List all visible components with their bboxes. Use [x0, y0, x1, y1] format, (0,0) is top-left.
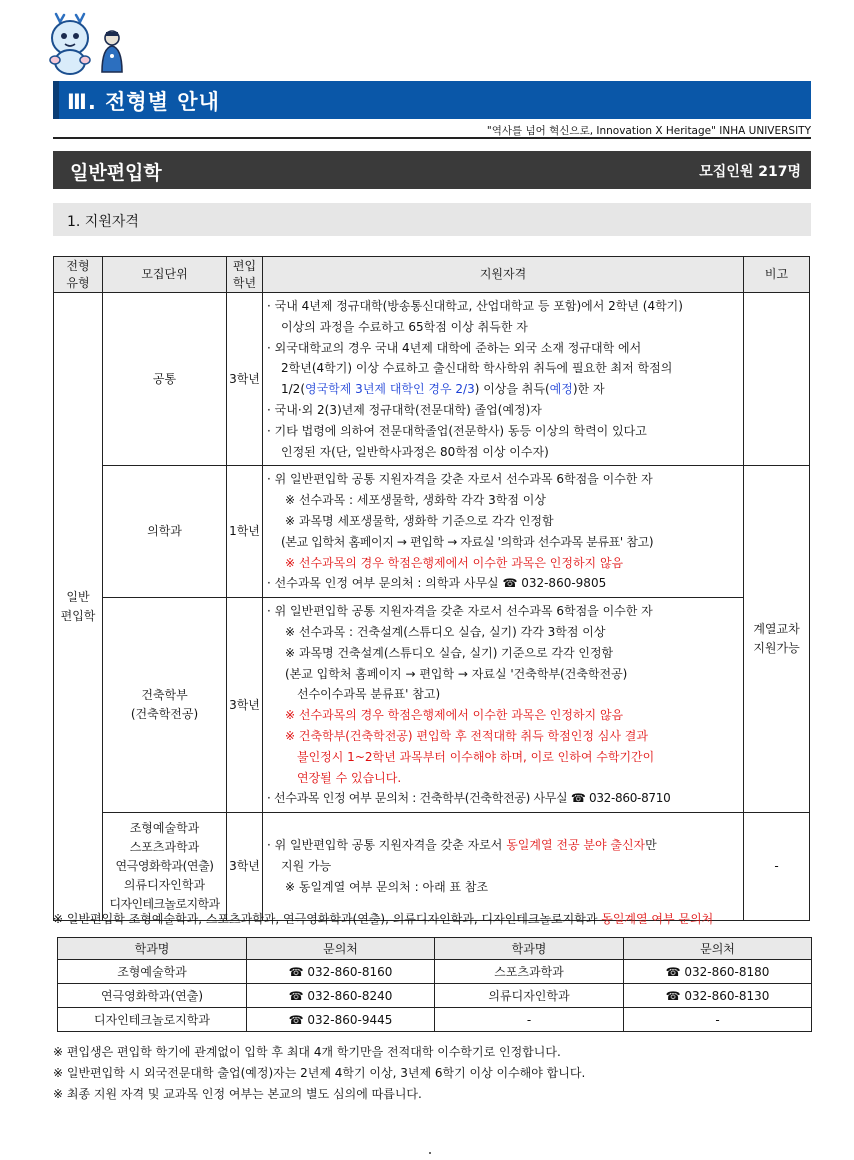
unit-cell: [103, 598, 227, 813]
remark-cell: [744, 466, 810, 813]
phone-cell: -: [624, 1008, 812, 1032]
list-item: 2학년(4학기) 이상 수료하고 출신대학 학사학위 취득에 필요한 최저 학점의: [281, 361, 673, 376]
list-item: 이상의 과정을 수료하고 65학점 이상 취득한 자: [281, 319, 528, 334]
list-item: ※ 동일계열 여부 문의처 : 아래 표 참조: [285, 880, 489, 895]
dept-cell: 의류디자인학과: [435, 984, 624, 1008]
qualification-cell: [263, 293, 744, 466]
list-item: · 기타 법령에 의하여 전문대학졸업(전문학사) 동등 이상의 학력이 있다고: [267, 423, 647, 438]
mascot-icon: [46, 12, 128, 76]
list-item: 선수이수과목 분류표' 참고): [297, 687, 441, 702]
dept-cell: 조형예술학과: [58, 960, 247, 984]
header-unit: 모집단위: [103, 257, 227, 293]
table-row: [54, 598, 810, 813]
type-label: 일반 편입학: [60, 589, 96, 623]
note-body: ※ 일반편입학 조형예술학과, 스포츠과학과, 연극영화학과(연출), 의류디자인학과, 디자인테크놀로지학과: [53, 912, 602, 926]
table-row: [54, 293, 810, 466]
highlight-text: 동일계열 여부 문의처: [601, 912, 714, 926]
subsection-title: 1. 지원자격: [67, 214, 139, 230]
list-item: (본교 입학처 홈페이지 → 편입학 → 자료실 '건축학부(건축학전공): [285, 666, 628, 681]
dept-cell: 연극영화학과(연출): [58, 984, 247, 1008]
grade-cell: 3학년: [227, 813, 263, 921]
dept-cell: 디자인테크놀로지학과: [58, 1008, 247, 1032]
remark-cell: [744, 293, 810, 466]
qualification-cell: [263, 598, 744, 813]
header-contact: 문의처: [624, 938, 812, 960]
unit-cell: 의학과: [103, 466, 227, 598]
qualification-table: [53, 256, 810, 921]
table-row: [54, 813, 810, 921]
chapter-tag: [53, 81, 59, 119]
remark-cell: -: [744, 813, 810, 921]
list-item: 인정된 자(단, 일반학사과정은 80학점 이상 이수자): [281, 444, 549, 459]
section-header: [53, 151, 811, 189]
table-header-row: [58, 938, 812, 960]
phone-cell: ☎ 032-860-9445: [247, 1008, 435, 1032]
subsection-header: [53, 203, 811, 236]
grade-cell: 3학년: [227, 293, 263, 466]
list-item: ※ 선수과목의 경우 학점은행제에서 이수한 과목은 인정하지 않음: [285, 555, 624, 570]
list-item: 지원 가능: [281, 859, 332, 874]
slogan: "역사를 넘어 혁신으로, Innovation X Heritage" INHA UNIVERSITY: [486, 125, 811, 137]
table-row: [58, 1008, 812, 1032]
page-marker: [429, 1152, 431, 1154]
qualification-cell: [263, 813, 744, 921]
list-item: · 외국대학교의 경우 국내 4년제 대학에 준하는 외국 소재 정규대학 에서: [267, 340, 642, 355]
list-item: 불인정시 1~2학년 과목부터 이수해야 하며, 이로 인하여 수학기간이: [297, 749, 655, 764]
footnote: ※ 최종 지원 자격 및 교과목 인정 여부는 본교의 별도 심의에 따릅니다.: [53, 1087, 422, 1101]
list-item: 1/2(영국학제 3년제 대학인 경우 2/3) 이상을 취득(예정)한 자: [281, 382, 605, 397]
list-item: ※ 선수과목 : 세포생물학, 생화학 각각 3학점 이상: [285, 493, 546, 508]
list-item: 연장될 수 있습니다.: [297, 770, 402, 785]
unit-label: 스포츠과학과: [129, 840, 200, 855]
phone-cell: ☎ 032-860-8180: [624, 960, 812, 984]
list-item: ※ 과목명 건축설계(스튜디오 실습, 실기) 기준으로 각각 인정함: [285, 645, 614, 660]
footnote: ※ 편입생은 편입학 학기에 관계없이 입학 후 최대 4개 학기만을 전적대학 이수학기로 인정합니다.: [53, 1045, 561, 1059]
header-contact: 문의처: [247, 938, 435, 960]
dept-cell: 스포츠과학과: [435, 960, 624, 984]
remark-text: 계열교차 지원가능: [753, 622, 800, 656]
unit-label: 디자인테크놀로지학과: [109, 897, 220, 912]
unit-label: 조형예술학과: [129, 821, 200, 836]
list-item: ※ 선수과목 : 건축설계(스튜디오 실습, 실기) 각각 3학점 이상: [285, 624, 606, 639]
header-type: 전형 유형: [54, 257, 103, 293]
qualification-cell: [263, 466, 744, 598]
table-row: [58, 960, 812, 984]
contact-table: [57, 937, 812, 1032]
list-item: · 위 일반편입학 공통 지원자격을 갖춘 자로서 선수과목 6학점을 이수한 자: [267, 604, 653, 619]
divider: [53, 137, 811, 139]
header-grade: 편입 학년: [227, 257, 263, 293]
grade-cell: 3학년: [227, 598, 263, 813]
list-item: ※ 선수과목의 경우 학점은행제에서 이수한 과목은 인정하지 않음: [285, 708, 624, 723]
quota-label: 모집인원 217명: [699, 164, 801, 180]
table-row: [54, 466, 810, 598]
unit-label: 연극영화학과(연출): [115, 859, 214, 874]
list-item: ※ 과목명 세포생물학, 생화학 기준으로 각각 인정함: [285, 513, 554, 528]
list-item: · 선수과목 인정 여부 문의처 : 건축학부(건축학전공) 사무실 ☎ 032-860-8710: [267, 791, 671, 806]
dept-cell: -: [435, 1008, 624, 1032]
phone-cell: ☎ 032-860-8130: [624, 984, 812, 1008]
list-item: · 위 일반편입학 공통 지원자격을 갖춘 자로서 선수과목 6학점을 이수한 자: [267, 472, 653, 487]
list-item: ※ 건축학부(건축학전공) 편입학 후 전적대학 취득 학점인정 심사 결과: [285, 728, 648, 743]
list-item: · 선수과목 인정 여부 문의처 : 의학과 사무실 ☎ 032-860-9805: [267, 576, 607, 591]
header-dept: 학과명: [435, 938, 624, 960]
unit-label: 의류디자인학과: [123, 878, 206, 893]
header-remark: 비고: [744, 257, 810, 293]
unit-cell: [103, 813, 227, 921]
note-text: [53, 910, 713, 927]
footnote: ※ 일반편입학 시 외국전문대학 출업(예정)자는 2년제 4학기 이상, 3년제 6학기 이상 이수해야 합니다.: [53, 1066, 586, 1080]
header-dept: 학과명: [58, 938, 247, 960]
chapter-title: Ⅲ. 전형별 안내: [67, 90, 220, 114]
list-item: (본교 입학처 홈페이지 → 편입학 → 자료실 '의학과 선수과목 분류표' 참고): [281, 534, 654, 549]
phone-cell: ☎ 032-860-8240: [247, 984, 435, 1008]
list-item: · 국내 4년제 정규대학(방송통신대학교, 산업대학교 등 포함)에서 2학년 (4학기): [267, 299, 683, 313]
type-cell: [54, 293, 103, 921]
list-item: · 위 일반편입학 공통 지원자격을 갖춘 자로서 동일계열 전공 분야 출신자만: [267, 838, 657, 853]
unit-label: 건축학부 (건축학전공): [130, 688, 199, 722]
section-title: 일반편입학: [70, 162, 162, 184]
table-row: [58, 984, 812, 1008]
unit-cell: 공통: [103, 293, 227, 466]
list-item: · 국내·외 2(3)년제 정규대학(전문대학) 졸업(예정)자: [267, 402, 542, 417]
header-qualification: 지원자격: [263, 257, 744, 293]
chapter-header: [53, 81, 811, 119]
highlight-text: 영국학제 3년제 대학인 경우 2/3: [305, 382, 475, 397]
highlight-text: 예정: [549, 382, 573, 397]
highlight-text: 동일계열 전공 분야 출신자: [506, 838, 646, 853]
table-header-row: [54, 257, 810, 293]
grade-cell: 1학년: [227, 466, 263, 598]
phone-cell: ☎ 032-860-8160: [247, 960, 435, 984]
